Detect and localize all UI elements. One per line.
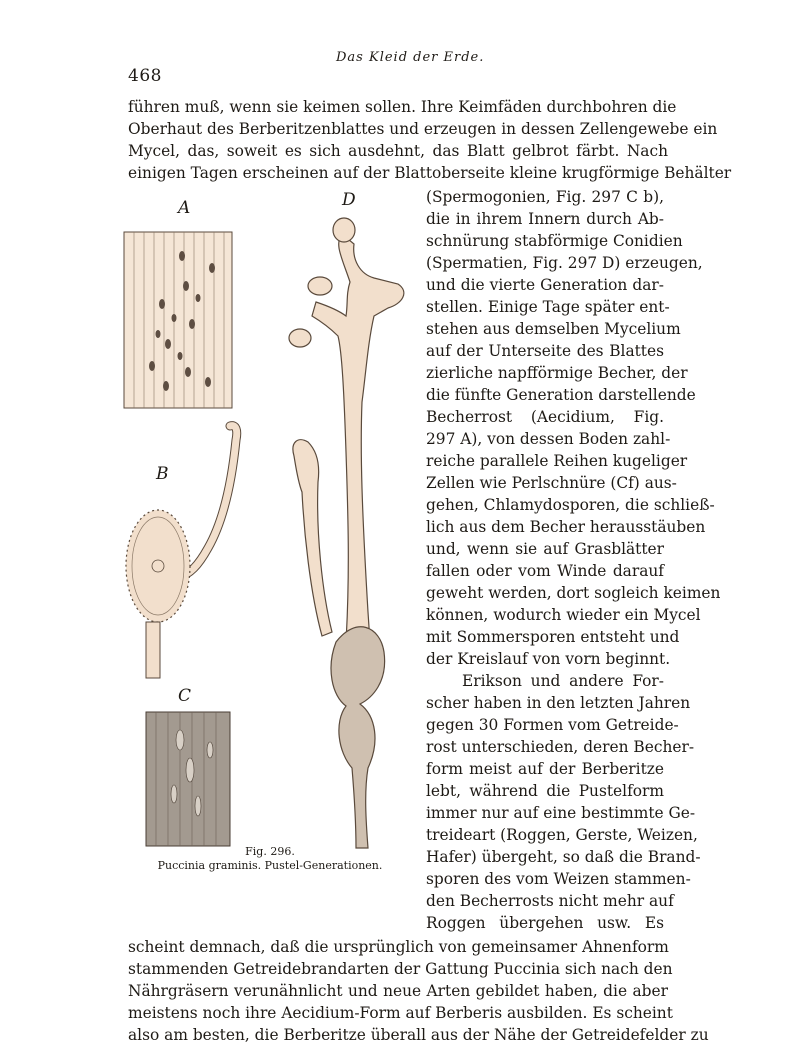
figure-panel-a: [122, 226, 234, 412]
text-line: form meist auf der Berberitze: [426, 760, 664, 778]
text-line: schnürung stabförmige Conidien: [426, 232, 683, 250]
text-line: immer nur auf eine bestimmte Ge-: [426, 804, 696, 822]
text-line: und die vierte Generation dar-: [426, 276, 664, 294]
panel-label-a: A: [178, 198, 191, 218]
text-line: geweht werden, dort sogleich keimen: [426, 584, 721, 602]
text-line: auf der Unterseite des Blattes: [426, 342, 664, 360]
text-line: treideart (Roggen, Gerste, Weizen,: [426, 826, 698, 844]
figure-panel-d: [276, 212, 412, 852]
text-line: Roggen übergehen usw. Es: [426, 914, 664, 932]
text-line: Oberhaut des Berberitzenblattes und erzeugen in dessen Zellengewebe ein: [128, 120, 718, 138]
text-line: reiche parallele Reihen kugeliger: [426, 452, 688, 470]
figure-panel-c: [146, 710, 232, 850]
text-line: Zellen wie Perlschnüre (Cf) aus-: [426, 474, 677, 492]
text-line: rost unterschieden, deren Becher-: [426, 738, 695, 756]
text-line: (Spermatien, Fig. 297 D) erzeugen,: [426, 254, 703, 272]
text-line: gehen, Chlamydosporen, die schließ-: [426, 496, 715, 514]
text-line: lebt, während die Pustelform: [426, 782, 664, 800]
text-line: meistens noch ihre Aecidium-Form auf Berberis ausbilden. Es scheint: [128, 1004, 673, 1022]
text-line: und, wenn sie auf Grasblätter: [426, 540, 664, 558]
text-line: zierliche napfförmige Becher, der: [426, 364, 688, 382]
text-line: also am besten, die Berberitze überall aus der Nähe der Getreidefelder zu: [128, 1026, 709, 1044]
text-line: gegen 30 Formen vom Getreide-: [426, 716, 679, 734]
text-line: scheint demnach, daß die ursprünglich von gemeinsamer Ahnenform: [128, 938, 669, 956]
text-line: Erikson und andere For-: [462, 672, 664, 690]
text-line: stellen. Einige Tage später ent-: [426, 298, 670, 316]
text-line: scher haben in den letzten Jahren: [426, 694, 691, 712]
panel-label-d: D: [342, 190, 356, 210]
panel-label-c: C: [178, 686, 192, 706]
text-line: den Becherrosts nicht mehr auf: [426, 892, 674, 910]
panel-label-b: B: [156, 464, 169, 484]
text-line: Becherrost (Aecidium, Fig.: [426, 408, 664, 426]
text-line: (Spermogonien, Fig. 297 C b),: [426, 188, 664, 206]
text-line: lich aus dem Becher herausstäuben: [426, 518, 706, 536]
text-line: die in ihrem Innern durch Ab-: [426, 210, 664, 228]
figure-caption-number: Fig. 296.: [245, 845, 295, 858]
text-line: können, wodurch wieder ein Mycel: [426, 606, 701, 624]
text-line: Nährgräsern verunähnlicht und neue Arten gebildet haben, die aber: [128, 982, 668, 1000]
text-line: führen muß, wenn sie keimen sollen. Ihre Keimfäden durchbohren die: [128, 98, 677, 116]
figure-panel-b: [118, 420, 244, 682]
text-line: stehen aus demselben Mycelium: [426, 320, 681, 338]
text-line: stammenden Getreidebrandarten der Gattung Puccinia sich nach den: [128, 960, 673, 978]
text-line: die fünfte Generation darstellende: [426, 386, 696, 404]
page-number: 468: [128, 66, 162, 86]
figure-caption-text: Puccinia graminis. Pustel-Generationen.: [157, 859, 383, 872]
text-line: der Kreislauf von vorn beginnt.: [426, 650, 671, 668]
text-line: 297 A), von dessen Boden zahl-: [426, 430, 671, 448]
text-line: sporen des vom Weizen stammen-: [426, 870, 691, 888]
text-line: mit Sommersporen entsteht und: [426, 628, 680, 646]
text-line: fallen oder vom Winde darauf: [426, 562, 664, 580]
text-line: einigen Tagen erscheinen auf der Blattoberseite kleine krugförmige Behälter: [128, 164, 732, 182]
text-line: Mycel, das, soweit es sich ausdehnt, das Blatt gelbrot färbt. Nach: [128, 142, 668, 160]
text-line: Hafer) übergeht, so daß die Brand-: [426, 848, 701, 866]
running-title: Das Kleid der Erde.: [336, 50, 485, 65]
